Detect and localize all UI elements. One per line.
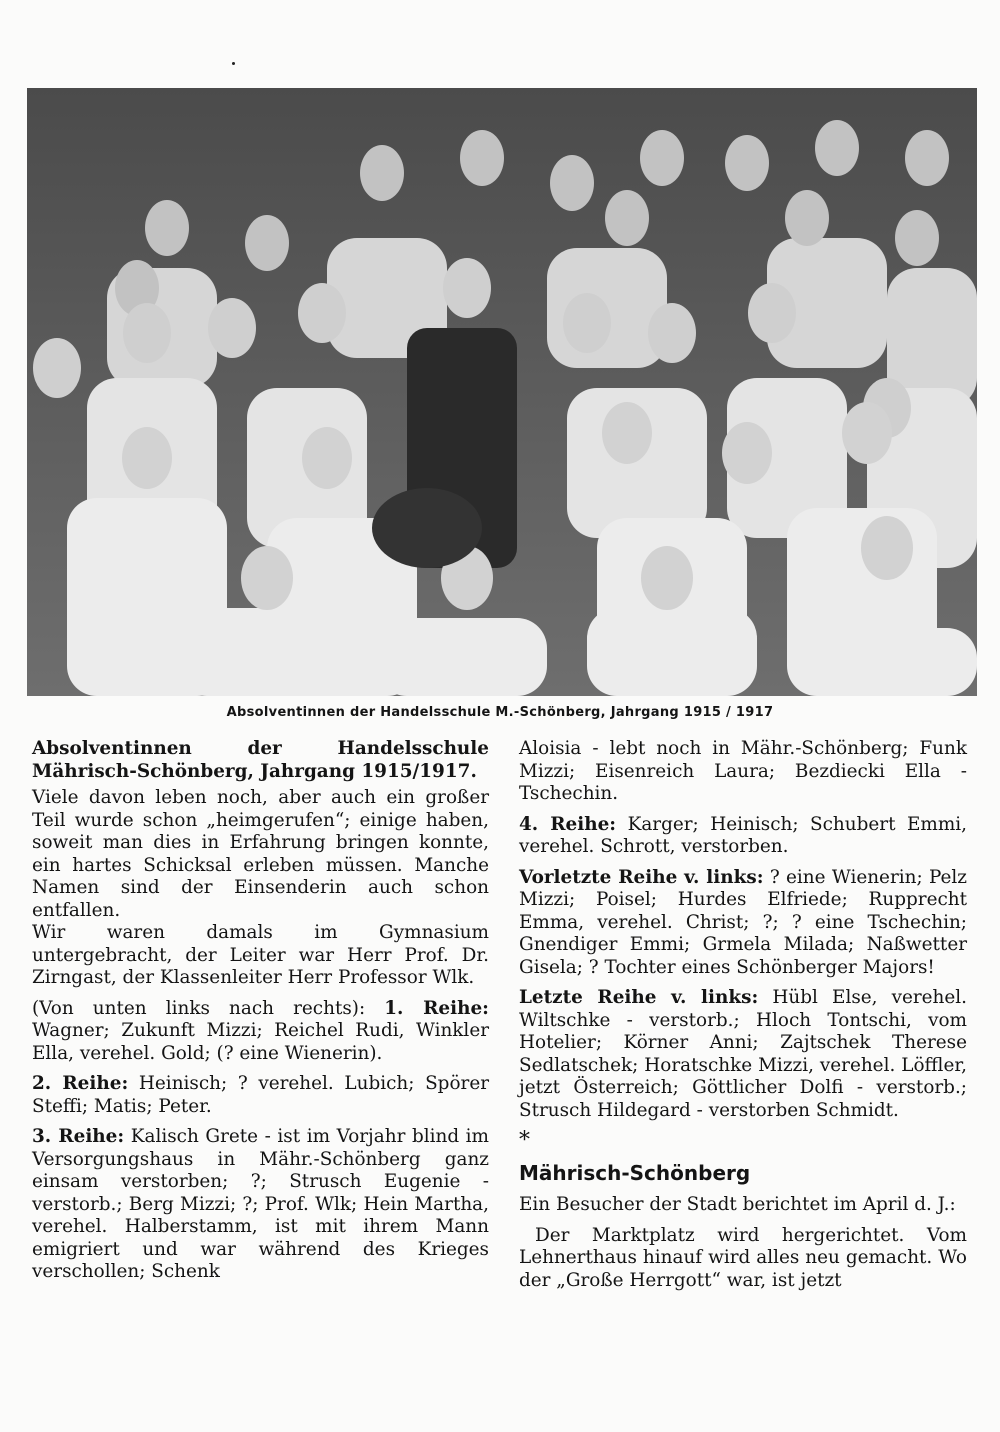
row-3-continued: Aloisia - lebt noch in Mähr.-Schönberg; Funk Mizzi; Eisenreich Laura; Bezdiecki Ella - Tschechin. xyxy=(519,738,967,804)
last-row-paragraph xyxy=(519,987,967,1122)
right-column xyxy=(519,738,967,1300)
row-3-text: Kalisch Grete - ist im Vorjahr blind im Versorgungshaus in Mähr.-Schönberg ganz einsam verstorben; ?; Strusch Eugenie - verstorb.; Berg Mizzi; ?; Prof. Wlk; Hein Martha, verehel. Halberstamm, ist mit ihrem Mann emigriert und war während des Krieges verschollen; Schenk xyxy=(32,1126,489,1282)
last-row-text: Hübl Else, verehel. Wiltschke - verstorb.; Hloch Tontschi, vom Hotelier; Körner Anni; Zajtschek Therese Sedlatschek; Horatschke Mizzi, verehel. Löffler, jetzt Österreich; Göttlicher Dolfi - verstorb.; Strusch Hildegard - verstorben Schmidt. xyxy=(519,987,967,1121)
row-1-paragraph xyxy=(32,998,489,1066)
article-text: Viele davon leben noch, aber auch ein großer Teil wurde schon „heimgerufen“; einige haben, soweit man dies in Erfahrung bringen konnte, ein hartes Schicksal erleben müssen. Manche Namen sind der Einsenderin auch schon entfallen. xyxy=(32,787,489,921)
row-4-paragraph xyxy=(519,814,967,859)
second-last-row-paragraph xyxy=(519,867,967,980)
second-last-row-text: ? eine Wienerin; Pelz Mizzi; Poisel; Hurdes Elfriede; Rupprecht Emma, verehel. Christ; ?; ? eine Tschechin; Gnendiger Emmi; Grmela Milada; Naßwetter Gisela; ? Tochter eines Schönberger Majors! xyxy=(519,866,967,978)
row-4-text: Karger; Heinisch; Schubert Emmi, verehel. Schrott, verstorben. xyxy=(519,813,967,857)
row-4-label: 4. Reihe: xyxy=(519,813,617,835)
article-text: Wir waren damals im Gymnasium untergebracht, der Leiter war Herr Prof. Dr. Zirngast, der Klassenleiter Herr Professor Wlk. xyxy=(32,922,489,988)
separator-star: * xyxy=(519,1128,530,1153)
row-1-label: 1. Reihe: xyxy=(384,997,489,1019)
last-row-label: Letzte Reihe v. links: xyxy=(519,987,759,1008)
speck xyxy=(232,62,235,65)
group-photo xyxy=(27,88,977,696)
section-paragraph: Ein Besucher der Stadt berichtet im April d. J.: xyxy=(519,1194,956,1215)
group-photo-icon xyxy=(27,88,977,696)
row-3-paragraph xyxy=(32,1126,489,1284)
row-1-intro: (Von unten links nach rechts): xyxy=(32,997,366,1019)
row-2-label: 2. Reihe: xyxy=(32,1073,129,1094)
section-title: Mährisch-Schönberg xyxy=(519,1161,751,1185)
left-column xyxy=(32,738,489,1292)
section-paragraph: Der Marktplatz wird hergerichtet. Vom Lehnerthaus hinauf wird alles neu gemacht. Wo der „Große Herrgott“ war, ist jetzt xyxy=(519,1224,967,1291)
article-paragraph xyxy=(32,787,489,990)
row-1-text: Wagner; Zukunft Mizzi; Reichel Rudi, Winkler Ella, verehel. Gold; (? eine Wienerin). xyxy=(32,1020,489,1064)
row-3-label: 3. Reihe: xyxy=(32,1126,125,1147)
second-last-row-label: Vorletzte Reihe v. links: xyxy=(519,866,764,888)
article-heading: Absolventinnen der Handelsschule Mährisch-Schönberg, Jahrgang 1915/1917. xyxy=(32,738,489,782)
row-2-paragraph xyxy=(32,1073,489,1118)
photo-caption: Absolventinnen der Handelsschule M.-Schönberg, Jahrgang 1915 / 1917 xyxy=(226,705,774,720)
row-2-text: Heinisch; ? verehel. Lubich; Spörer Steffi; Matis; Peter. xyxy=(32,1073,489,1117)
